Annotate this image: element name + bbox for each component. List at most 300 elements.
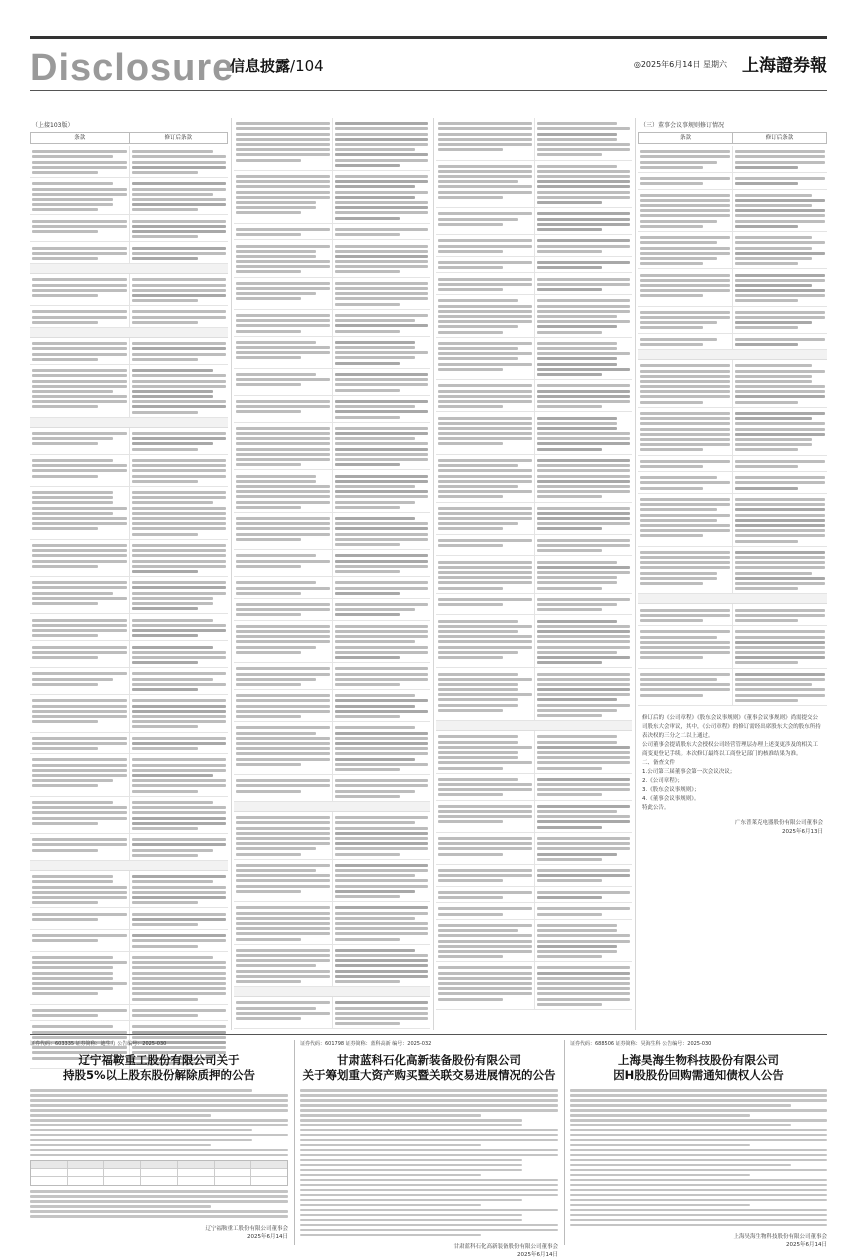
text-line	[32, 987, 113, 990]
text-line	[438, 673, 518, 676]
text-line	[335, 879, 429, 882]
text-line	[438, 869, 532, 872]
text-line	[32, 966, 113, 969]
text-line	[438, 987, 532, 990]
revised-clause	[333, 997, 431, 1028]
original-clause	[234, 860, 333, 902]
text-line	[735, 390, 825, 393]
revised-clause	[333, 860, 431, 902]
original-clause	[436, 833, 535, 864]
table-row	[638, 190, 827, 233]
table-row	[30, 871, 228, 908]
text-line	[30, 1200, 288, 1203]
text-line	[300, 1204, 481, 1207]
text-line	[537, 310, 631, 313]
text-line	[236, 954, 330, 957]
text-line	[132, 843, 227, 846]
text-line	[438, 805, 532, 808]
text-line	[640, 194, 730, 197]
original-clause	[638, 232, 733, 268]
text-line	[438, 651, 518, 654]
text-line	[236, 292, 316, 295]
notice-divider	[564, 1040, 565, 1245]
text-line	[32, 321, 98, 324]
text-line	[32, 193, 127, 196]
revised-clause	[535, 962, 633, 1009]
text-line	[236, 752, 330, 755]
text-line	[32, 203, 113, 206]
text-line	[537, 746, 631, 749]
text-line	[438, 218, 518, 221]
text-line	[132, 294, 227, 297]
text-line	[438, 977, 532, 980]
text-line	[735, 641, 825, 644]
table-cell	[31, 1177, 68, 1185]
text-line	[335, 282, 429, 285]
text-line	[32, 469, 127, 472]
table-row	[31, 1169, 287, 1177]
text-line	[32, 294, 98, 297]
text-line	[300, 1109, 558, 1112]
original-clause	[436, 535, 535, 556]
text-line	[32, 507, 127, 510]
text-line	[537, 325, 617, 328]
text-line	[640, 166, 703, 169]
text-line	[236, 196, 330, 199]
revised-clause	[130, 641, 229, 667]
text-line	[236, 206, 316, 209]
text-line	[438, 982, 532, 985]
notice-title	[300, 1053, 558, 1083]
text-line	[335, 206, 429, 209]
text-line	[735, 699, 798, 702]
text-line	[438, 261, 532, 264]
text-line	[132, 166, 227, 169]
revised-clause	[333, 663, 431, 689]
text-line	[640, 561, 730, 564]
original-clause	[436, 503, 535, 534]
text-line	[438, 587, 503, 590]
original-clause	[234, 621, 333, 663]
revised-clause	[733, 190, 827, 232]
table-row	[436, 338, 632, 381]
text-line	[438, 357, 518, 360]
table-cell	[215, 1177, 252, 1185]
revised-clause	[535, 338, 633, 380]
text-line	[32, 225, 127, 228]
text-line	[537, 598, 631, 601]
text-line	[335, 1001, 429, 1004]
text-line	[132, 688, 198, 691]
original-clause	[436, 161, 535, 208]
table-row	[30, 641, 228, 668]
text-line	[300, 1169, 522, 1172]
text-line	[438, 180, 518, 183]
revised-clause	[535, 731, 633, 773]
table-row	[30, 908, 228, 930]
text-line	[438, 966, 532, 969]
original-clause	[30, 733, 130, 754]
text-line	[132, 683, 227, 686]
text-line	[236, 980, 301, 983]
text-line	[640, 656, 703, 659]
text-line	[32, 289, 127, 292]
table-row	[436, 731, 632, 774]
text-line	[132, 769, 227, 772]
text-line	[570, 1159, 827, 1162]
revised-clause	[333, 577, 431, 598]
text-line	[640, 688, 730, 691]
text-line	[438, 940, 532, 943]
table-row	[436, 833, 632, 865]
amendment-rows	[30, 146, 228, 1069]
text-line	[32, 442, 98, 445]
text-line	[570, 1089, 827, 1092]
table-row	[234, 775, 430, 802]
table-row	[234, 118, 430, 171]
text-line	[132, 278, 227, 281]
text-line	[236, 501, 330, 504]
revised-clause	[130, 614, 229, 640]
subsection-header	[436, 721, 632, 731]
text-line	[236, 613, 301, 616]
text-line	[132, 784, 227, 787]
table-row	[436, 257, 632, 274]
table-row	[30, 146, 228, 178]
text-line	[438, 847, 532, 850]
text-line	[640, 582, 703, 585]
text-line	[335, 538, 429, 541]
text-line	[132, 672, 227, 675]
text-line	[236, 885, 330, 888]
original-clause	[234, 663, 333, 689]
text-line	[438, 212, 532, 215]
text-line	[335, 228, 429, 231]
text-line	[32, 901, 98, 904]
text-line	[236, 832, 330, 835]
subsection-header	[638, 594, 827, 604]
original-clause	[436, 118, 535, 160]
text-line	[335, 832, 429, 835]
text-line	[335, 656, 400, 659]
text-line	[537, 891, 631, 894]
text-line	[735, 311, 825, 314]
original-clause	[436, 920, 535, 962]
table-row	[234, 577, 430, 599]
text-line	[537, 714, 602, 717]
text-line	[32, 390, 113, 393]
text-line	[438, 175, 532, 178]
revised-clause	[130, 487, 229, 539]
text-line	[335, 480, 429, 483]
text-line	[32, 432, 127, 435]
notice-title	[30, 1053, 288, 1083]
text-line	[132, 544, 227, 547]
text-line	[537, 982, 631, 985]
text-line	[640, 385, 730, 388]
text-line	[537, 603, 617, 606]
original-clause	[30, 306, 130, 327]
text-line	[32, 806, 127, 809]
text-line	[537, 223, 631, 226]
text-line	[30, 1119, 288, 1122]
text-line	[537, 442, 631, 445]
text-line	[735, 199, 825, 202]
text-line	[570, 1184, 827, 1187]
text-line	[537, 820, 631, 823]
text-line	[132, 469, 227, 472]
text-line	[335, 143, 429, 146]
table-row	[436, 801, 632, 833]
text-line	[236, 581, 316, 584]
text-line	[236, 827, 330, 830]
text-line	[735, 364, 812, 367]
text-line	[537, 191, 631, 194]
text-line	[236, 127, 330, 130]
text-line	[236, 742, 330, 745]
text-line	[335, 148, 415, 151]
text-line	[32, 230, 98, 233]
text-line	[236, 635, 330, 638]
text-line	[640, 370, 730, 373]
text-line	[335, 954, 429, 957]
text-line	[335, 970, 429, 973]
original-clause	[436, 668, 535, 720]
text-line	[236, 608, 330, 611]
revised-clause	[130, 797, 229, 833]
text-line	[640, 551, 730, 554]
text-line	[640, 390, 730, 393]
closing-paragraph: 修订后的《公司章程》《股东会议事规则》《董事会议事规则》尚需提交公司股东大会审议，其中，《公司章程》的修订需经出席股东大会的股东所持表决权的三分之二以上通过。	[642, 714, 821, 739]
revised-clause	[130, 1005, 229, 1021]
text-line	[640, 316, 730, 319]
text-line	[335, 705, 415, 708]
table-row	[436, 118, 632, 161]
text-line	[438, 646, 532, 649]
text-line	[32, 374, 127, 377]
text-line	[735, 182, 798, 185]
text-line	[438, 815, 532, 818]
text-line	[32, 634, 98, 637]
text-line	[32, 220, 127, 223]
table-row	[638, 334, 827, 351]
text-line	[537, 678, 631, 681]
text-line	[640, 284, 730, 287]
text-line	[236, 533, 330, 536]
text-line	[640, 630, 730, 633]
text-line	[438, 566, 532, 569]
revised-clause	[333, 224, 431, 240]
table-cell	[251, 1161, 287, 1168]
text-line	[537, 966, 631, 969]
text-line	[537, 651, 617, 654]
original-clause	[234, 775, 333, 801]
text-line	[335, 522, 429, 525]
text-line	[300, 1189, 558, 1192]
table-row	[234, 997, 430, 1029]
text-line	[335, 303, 400, 306]
revised-clause	[333, 118, 431, 170]
original-clause	[30, 930, 130, 951]
text-line	[335, 683, 400, 686]
text-line	[132, 747, 198, 750]
text-line	[735, 540, 798, 543]
text-line	[735, 401, 798, 404]
text-line	[335, 250, 429, 253]
text-line	[132, 699, 227, 702]
text-line	[438, 741, 518, 744]
text-line	[236, 779, 330, 782]
text-line	[735, 247, 812, 250]
text-line	[438, 250, 503, 253]
original-clause	[234, 902, 333, 944]
table-header	[638, 132, 827, 144]
table-cell	[251, 1177, 287, 1185]
text-line	[438, 422, 532, 425]
continued-label: （上接103版）	[32, 122, 74, 129]
text-line	[236, 346, 330, 349]
text-line	[438, 165, 532, 168]
table-row	[638, 456, 827, 473]
text-line	[537, 858, 602, 861]
text-line	[132, 581, 227, 584]
text-line	[335, 265, 429, 268]
text-line	[735, 225, 798, 228]
text-line	[537, 998, 631, 1001]
text-line	[735, 651, 825, 654]
text-line	[735, 508, 825, 511]
text-line	[32, 1014, 98, 1017]
original-clause	[30, 641, 130, 667]
text-line	[537, 127, 631, 130]
revised-clause	[733, 307, 827, 333]
text-line	[335, 842, 429, 845]
text-line	[236, 245, 330, 248]
text-line	[570, 1104, 791, 1107]
text-line	[335, 570, 400, 573]
notice-divider	[294, 1040, 295, 1245]
text-line	[537, 581, 617, 584]
text-line	[640, 252, 730, 255]
text-line	[32, 475, 98, 478]
text-line	[335, 651, 429, 654]
notice-title-line: 因H股股份回购需通知债权人公告	[613, 1068, 784, 1082]
table-row	[30, 274, 228, 306]
revised-clause	[130, 215, 229, 241]
original-clause	[638, 626, 733, 668]
text-line	[32, 597, 127, 600]
text-line	[570, 1204, 750, 1207]
header-original: 条款	[31, 133, 130, 143]
text-line	[438, 693, 532, 696]
text-line	[438, 998, 503, 1001]
text-line	[32, 769, 127, 772]
revised-clause	[333, 278, 431, 309]
text-line	[236, 715, 301, 718]
text-line	[32, 395, 127, 398]
masthead	[30, 36, 827, 88]
table-row	[436, 208, 632, 235]
text-line	[236, 297, 301, 300]
text-line	[236, 437, 330, 440]
text-line	[236, 683, 301, 686]
text-line	[32, 512, 113, 515]
text-line	[537, 283, 631, 286]
text-line	[438, 945, 532, 948]
table-row	[30, 540, 228, 577]
text-line	[236, 705, 330, 708]
text-line	[132, 901, 198, 904]
text-line	[438, 972, 532, 975]
text-line	[132, 512, 227, 515]
header-revised: 修订后条款	[164, 135, 192, 141]
text-line	[570, 1199, 827, 1202]
text-line	[438, 384, 532, 387]
text-line	[438, 783, 532, 786]
text-line	[537, 842, 631, 845]
text-line	[236, 373, 316, 376]
text-line	[537, 320, 631, 323]
text-line	[132, 661, 198, 664]
text-line	[32, 602, 98, 605]
text-line	[735, 257, 812, 260]
text-line	[537, 180, 631, 183]
text-line	[537, 924, 617, 927]
text-line	[132, 678, 213, 681]
text-line	[236, 560, 330, 563]
text-line	[132, 725, 198, 728]
text-line	[735, 636, 825, 639]
stock-code-line: 证券代码：601798 证券简称：蓝科高新 编号：2025-032	[300, 1041, 432, 1047]
original-clause	[638, 547, 733, 594]
text-line	[132, 651, 227, 654]
text-line	[335, 763, 429, 766]
text-line	[640, 209, 730, 212]
original-clause	[638, 604, 733, 625]
original-clause	[234, 470, 333, 512]
text-line	[132, 982, 227, 985]
text-line	[132, 437, 227, 440]
text-line	[438, 683, 518, 686]
original-clause	[234, 812, 333, 859]
original-clause	[234, 118, 333, 170]
revised-clause	[333, 470, 431, 512]
text-line	[735, 220, 825, 223]
original-clause	[436, 615, 535, 667]
text-line	[30, 1190, 288, 1193]
original-clause	[638, 173, 733, 189]
text-line	[537, 495, 602, 498]
text-line	[132, 198, 227, 201]
text-line	[640, 683, 730, 686]
text-line	[570, 1194, 827, 1197]
original-clause	[30, 178, 130, 214]
text-line	[537, 879, 602, 882]
revised-clause	[333, 240, 431, 276]
text-line	[735, 428, 825, 431]
text-line	[132, 602, 213, 605]
revised-clause	[535, 668, 633, 720]
text-line	[640, 380, 730, 383]
text-line	[132, 235, 198, 238]
table-row	[436, 380, 632, 412]
text-line	[300, 1144, 481, 1147]
text-line	[335, 287, 429, 290]
original-clause	[638, 190, 733, 232]
text-line	[132, 380, 227, 383]
table-row	[30, 930, 228, 952]
text-line	[32, 310, 127, 313]
